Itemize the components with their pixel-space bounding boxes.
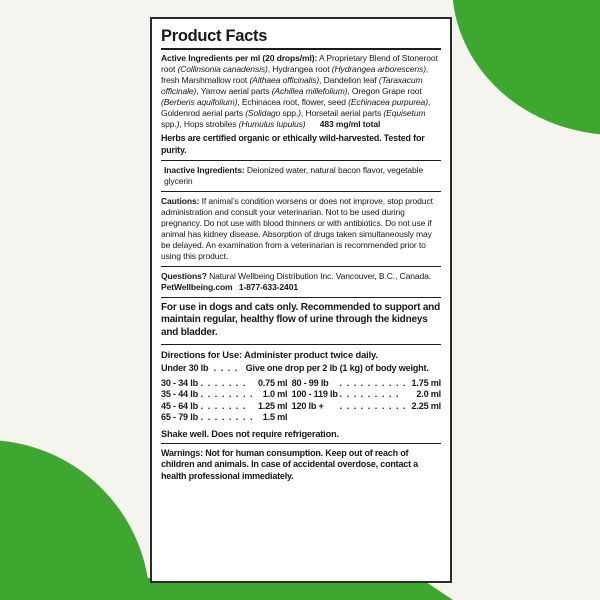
warnings-lead-in: Warnings: bbox=[161, 447, 203, 458]
active-ingredients-block bbox=[161, 53, 441, 130]
dosage-row bbox=[161, 412, 441, 424]
active-ingredients-lead-in: Active Ingredients per ml (20 drops/ml): bbox=[161, 53, 318, 64]
dosage-weight: 30 - 34 lb bbox=[161, 377, 198, 388]
cautions-block bbox=[161, 196, 441, 262]
shake-note: Shake well. Does not require refrigeration. bbox=[161, 428, 339, 439]
dosage-amount: 2.0 ml bbox=[416, 389, 441, 400]
questions-lead-in: Questions? bbox=[161, 270, 207, 281]
warnings-body: Not for human consumption. Keep out of reach of children and animals. In case of accidental overdose, contact a health professional immediately. bbox=[161, 447, 418, 481]
divider-above-directions bbox=[161, 344, 441, 345]
dosage-dots: . . . . . . . . . bbox=[339, 389, 400, 400]
divider-above-cautions bbox=[161, 191, 441, 192]
dosage-dots: . . . . . . . . . . bbox=[339, 377, 407, 388]
inactive-ingredients-lead-in: Inactive Ingredients: bbox=[164, 165, 245, 176]
purity-statement: Herbs are certified organic or ethically wild-harvested. Tested for purity. bbox=[161, 132, 425, 155]
panel-title: Product Facts bbox=[161, 27, 268, 45]
questions-phone[interactable]: 1-877-633-2401 bbox=[238, 281, 298, 292]
under-weight-dots: . . . . bbox=[213, 362, 239, 373]
cautions-body: If animal’s condition worsens or does not improve, stop product administration and consult your veterinarian. Not to be used during pregnancy. Do not use with blood thinners or with antibiotics. Do not use if animal has kidney disease. Absorption of drugs taken simultaneously may be delayed. An examination from a veterinarian is recommended prior to using this product. bbox=[161, 196, 433, 261]
dosage-weight: 35 - 44 lb bbox=[161, 389, 198, 400]
dosage-amount bbox=[407, 412, 441, 424]
active-ingredients-total: 483 mg/ml total bbox=[319, 118, 381, 129]
dosage-dots: . . . . . . . . bbox=[200, 389, 254, 400]
questions-block bbox=[161, 271, 441, 293]
divider-above-inactive bbox=[161, 160, 441, 161]
dosage-dots: . . . . . . . . . . bbox=[339, 400, 407, 411]
dosage-amount: 0.75 ml bbox=[257, 377, 288, 388]
divider-above-use-statement bbox=[161, 297, 441, 298]
dosage-weight: 100 - 119 lb bbox=[291, 389, 338, 400]
dosage-amount: 2.25 ml bbox=[411, 400, 441, 411]
questions-company: Natural Wellbeing Distribution Inc. Vancouver, B.C., Canada. bbox=[209, 270, 432, 281]
directions-header: Directions for Use: Administer product twice daily. bbox=[161, 348, 378, 360]
dosage-dots bbox=[340, 412, 407, 424]
dosage-weight bbox=[292, 412, 340, 424]
decorative-green-circle-top-right bbox=[452, 0, 600, 135]
dosage-table bbox=[161, 378, 441, 424]
dosage-amount: 1.5 ml bbox=[262, 412, 288, 423]
dosage-dots: . . . . . . . . bbox=[200, 412, 254, 423]
questions-website[interactable]: PetWellbeing.com bbox=[161, 281, 233, 292]
inactive-ingredients-body: Deionized water, natural bacon flavor, vegetable glycerin bbox=[164, 165, 424, 187]
directions-block bbox=[161, 349, 441, 439]
dosage-weight: 65 - 79 lb bbox=[161, 412, 198, 423]
inactive-ingredients-block bbox=[161, 165, 441, 187]
dosage-dots: . . . . . . . bbox=[200, 377, 247, 388]
divider-above-warnings bbox=[161, 443, 441, 444]
product-facts-panel bbox=[150, 17, 452, 583]
directions-under-30lb-row bbox=[161, 363, 441, 373]
cautions-lead-in: Cautions: bbox=[161, 196, 200, 207]
under-weight-label: Under 30 lb bbox=[161, 362, 209, 373]
use-statement: For use in dogs and cats only. Recommended to support and maintain regular, healthy flow of urine through the kidneys and bladder. bbox=[161, 301, 441, 338]
dosage-amount: 1.0 ml bbox=[262, 389, 288, 400]
warnings-block bbox=[161, 448, 441, 482]
divider-above-questions bbox=[161, 266, 441, 267]
dosage-row bbox=[161, 401, 441, 413]
dosage-weight: 80 - 99 lb bbox=[291, 377, 329, 388]
active-ingredients-body: A Proprietary Blend of Stoneroot root (Collinsonia canadensis), Hydrangea root (Hydrangea arborescens), fresh Marshmallow root (Althaea officinalis), Dandelion leaf (Taraxacum officinale), Yarrow aerial parts (Achillea millefolium), Oregon Grape root (Berberis aquifolium), Echinacea root, flower, seed (Echinacea purpurea), Goldenrod aerial parts (Solidago spp.), Horsetail aerial parts (Equisetum spp.), Hops strobiles (Humulus lupulus) bbox=[161, 53, 438, 129]
decorative-green-circle-bottom-left bbox=[0, 440, 150, 600]
dosage-amount: 1.75 ml bbox=[411, 377, 441, 388]
divider-under-title bbox=[161, 48, 441, 50]
dosage-dots: . . . . . . . bbox=[200, 400, 247, 411]
dosage-amount: 1.25 ml bbox=[257, 400, 288, 411]
dosage-row bbox=[161, 389, 441, 401]
dosage-weight: 120 lb + bbox=[291, 400, 324, 411]
under-weight-instruction: Give one drop per 2 lb (1 kg) of body weight. bbox=[245, 362, 429, 373]
dosage-row bbox=[161, 378, 441, 390]
dosage-weight: 45 - 64 lb bbox=[161, 400, 198, 411]
dosage-table-body bbox=[161, 378, 441, 424]
